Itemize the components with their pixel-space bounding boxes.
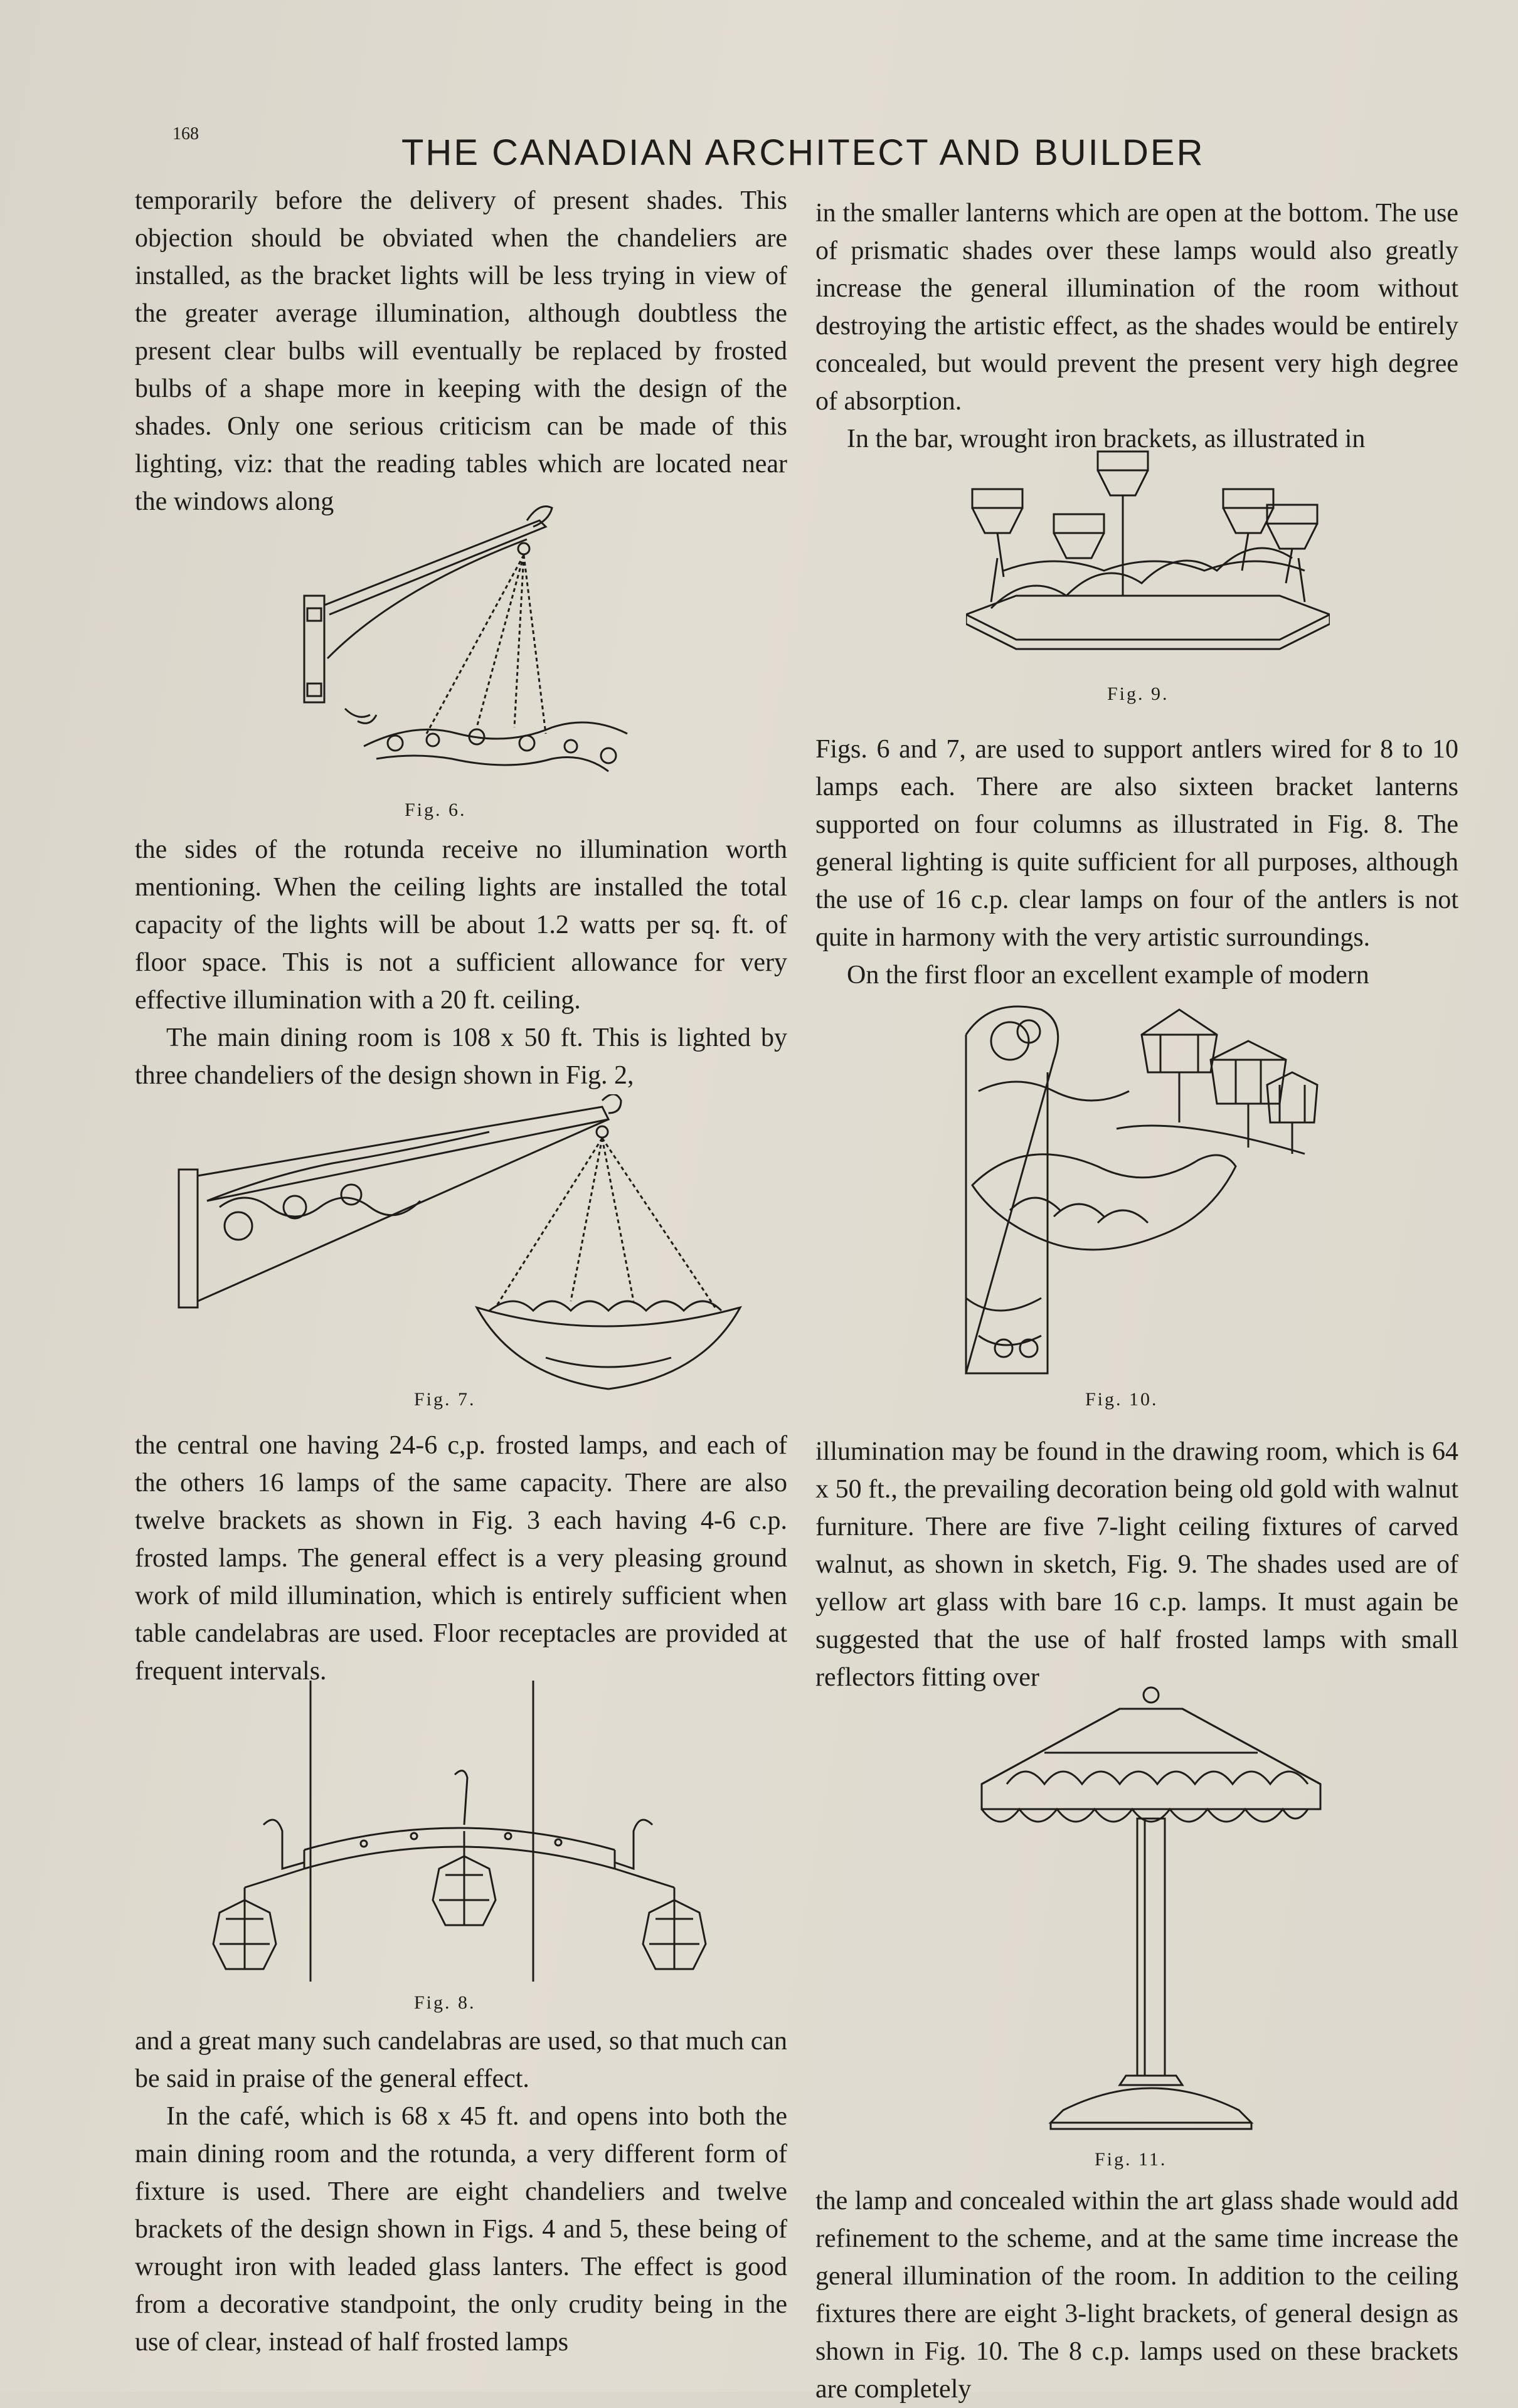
paragraph: temporarily before the delivery of present shades. This objection should be obviated when the chandeliers are installed, as the bracket lights will be less trying in view of the greater average illumination, although doubtless the present clear bulbs will eventually be replaced by frosted bulbs of a shape more in keeping with the design of the shades. Only one serious criticism can be made of this lighting, viz: that the reading tables which are located near the windows along [135,186,787,516]
fig7-caption: Fig. 7. [414,1389,476,1410]
fig6-illustration [270,495,646,796]
paragraph: the sides of the rotunda receive no illumination worth mentioning. When the ceiling lights are installed the total capacity of the lights will be about 1.2 watts per sq. ft. of floor space. This is not a sufficient allowance for very effective illumination with a 20 ft. ceiling. [135,835,787,1015]
fig8-illustration [207,1681,709,1982]
paragraph: the lamp and concealed within the art glass shade would add refinement to the scheme, and at the same time increase the general illumination of the room. In addition to the ceiling fixtures there are eight 3-light brackets, of general design as shown in Fig. 10. The 8 c.p. lamps used on these brackets are completely [815,2187,1458,2404]
left-text-block-1 [135,182,787,520]
page-number: 168 [172,124,199,144]
paragraph: and a great many such candelabras are used, so that much can be said in praise of the general effect. [135,2027,787,2093]
paragraph: in the smaller lanterns which are open at the bottom. The use of prismatic shades over these lamps would also greatly increase the general illumination of the room without destroying the artistic effect, as the shades would be entirely concealed, but would prevent the present very high degree of absorption. [815,199,1458,416]
fig8-caption: Fig. 8. [414,1992,476,2013]
paragraph: Figs. 6 and 7, are used to support antlers wired for 8 to 10 lamps each. There are also sixteen bracket lanterns supported on four columns as illustrated in Fig. 8. The general lighting is quite sufficient for all purposes, although the use of 16 c.p. clear lamps on four of the antlers is not quite in harmony with the very artistic surroundings. [815,735,1458,952]
paragraph: The main dining room is 108 x 50 ft. This is lighted by three chandeliers of the design shown in Fig. 2, [135,1023,787,1090]
left-text-block-3 [135,1427,787,1690]
fig11-caption: Fig. 11. [1095,2149,1167,2170]
left-text-block-2 [135,831,787,1094]
fig7-illustration [169,1094,772,1395]
left-text-block-4 [135,2022,787,2361]
right-text-block-3 [815,1433,1458,1696]
paragraph: In the café, which is 68 x 45 ft. and opens into both the main dining room and the rotunda, a very different form of fixture is used. There are eight chandeliers and twelve brackets of the design shown in Figs. 4 and 5, these being of wrought iron with leaded glass lanters. The effect is good from a decorative standpoint, the only crudity being in the use of clear, instead of half frosted lamps [135,2102,787,2357]
fig6-caption: Fig. 6. [405,800,467,820]
fig9-illustration [966,445,1330,652]
running-head: THE CANADIAN ARCHITECT AND BUILDER [401,132,1205,173]
fig11-illustration [969,1684,1333,2141]
fig10-caption: Fig. 10. [1085,1389,1159,1410]
paragraph: the central one having 24-6 c,p. frosted lamps, and each of the others 16 lamps of the same capacity. There are also twelve brackets as shown in Fig. 3 each having 4-6 c.p. frosted lamps. The general effect is a very pleasing ground work of mild illumination, which is entirely sufficient when table candelabras are used. Floor receptacles are provided at frequent intervals. [135,1431,787,1686]
fig10-illustration [953,997,1330,1386]
right-text-block-1 [815,194,1458,458]
fig9-caption: Fig. 9. [1107,684,1169,704]
paragraph: In the bar, wrought iron brackets, as illustrated in [847,425,1366,453]
paragraph: On the first floor an excellent example of modern [847,961,1369,990]
right-text-block-2 [815,731,1458,994]
paragraph: illumination may be found in the drawing room, which is 64 x 50 ft., the prevailing decoration being old gold with walnut furniture. There are five 7-light ceiling fixtures of carved walnut, as shown in sketch, Fig. 9. The shades used are of yellow art glass with bare 16 c.p. lamps. It must again be suggested that the use of half frosted lamps with small reflectors fitting over [815,1437,1458,1692]
right-text-block-4 [815,2182,1458,2408]
